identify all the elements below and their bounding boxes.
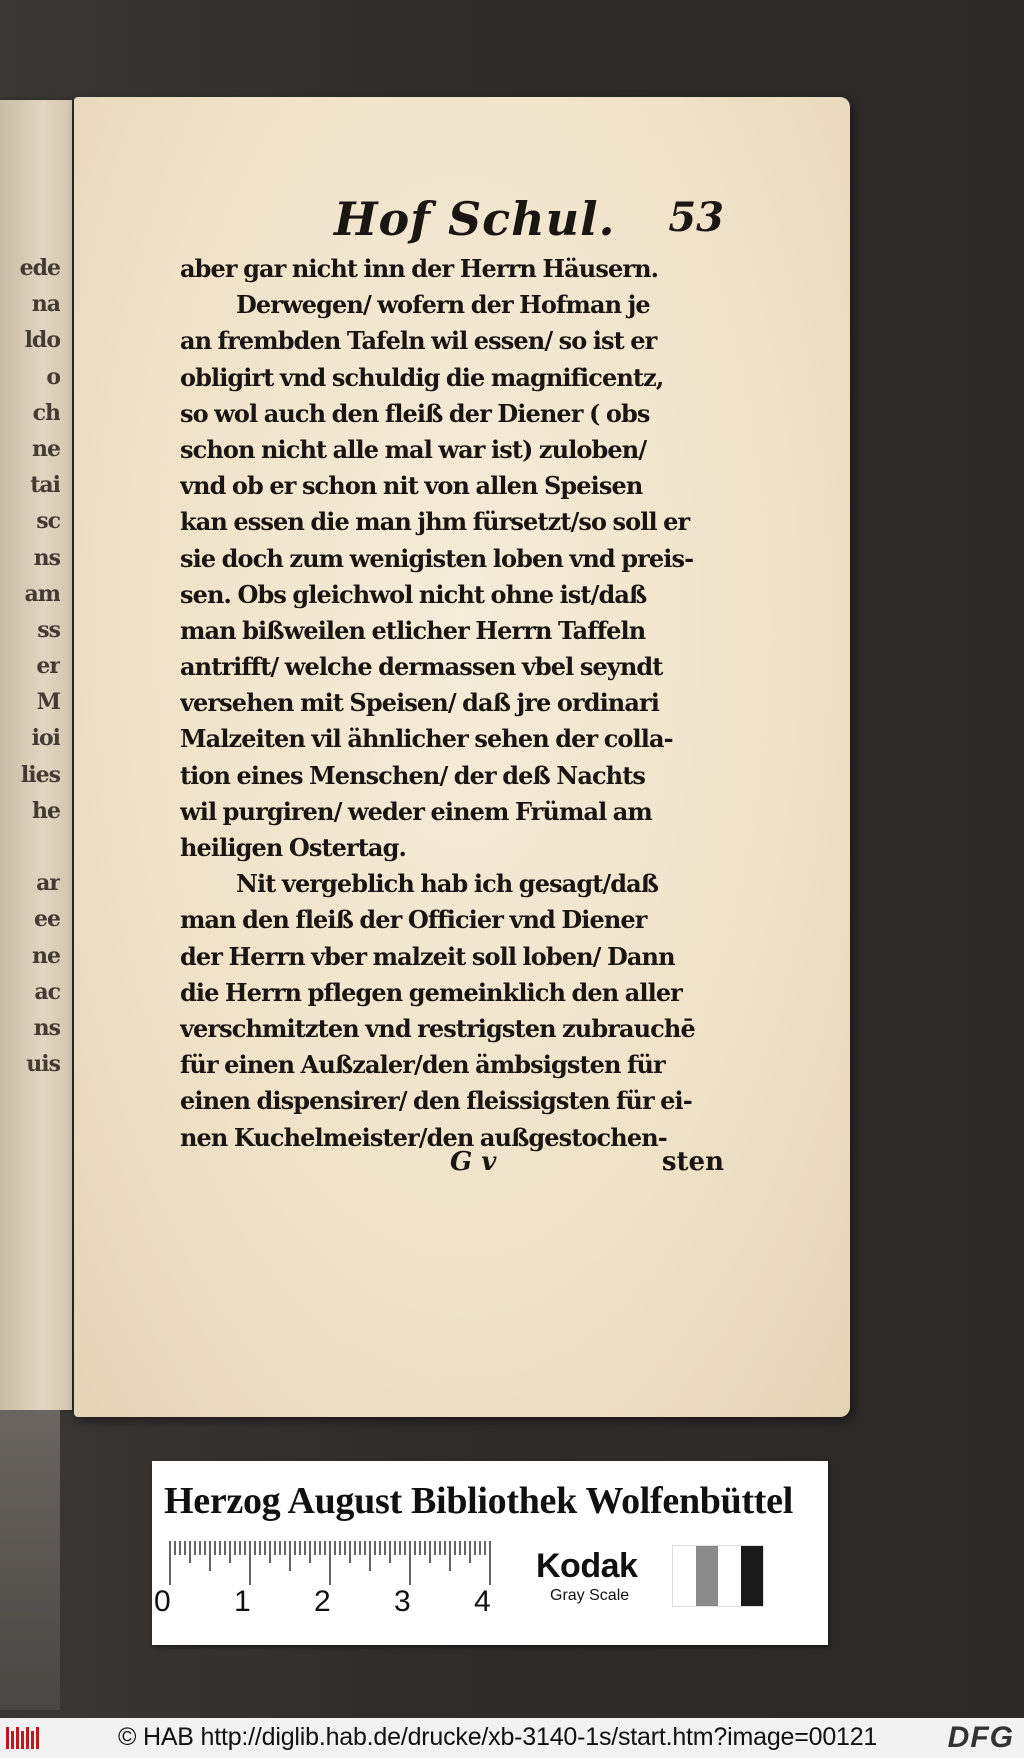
text-line: vnd ob er schon nit von allen Speisen <box>180 471 643 501</box>
left-page-fragment: ioi <box>31 725 60 752</box>
running-head: Hof Schul. <box>334 192 616 246</box>
text-line: sen. Obs gleichwol nicht ohne ist/daß <box>180 579 647 609</box>
ruler-scale <box>166 1541 506 1585</box>
catchword: sten <box>661 1147 724 1177</box>
left-page-fragment: ns <box>33 1014 60 1041</box>
left-page-fragment: ede <box>19 255 60 281</box>
left-page-text-fragments <box>0 250 60 1119</box>
hab-logo-icon <box>6 1727 42 1749</box>
page-header <box>254 192 724 252</box>
text-line: die Herrn pflegen gemeinklich den aller <box>180 977 682 1007</box>
text-line: sie doch zum wenigisten loben vnd preis- <box>180 543 694 573</box>
library-color-card <box>152 1461 828 1645</box>
kodak-logo-text: Kodak <box>536 1547 638 1585</box>
left-page-fragment: tai <box>30 472 60 499</box>
left-page-fragment: o <box>46 363 60 390</box>
text-line: der Herrn vber malzeit soll loben/ Dann <box>180 941 675 971</box>
text-line: einen dispensirer/ den fleissigsten für ei- <box>180 1086 692 1116</box>
text-line: nen Kuchelmeister/den außgestochen- <box>180 1122 667 1152</box>
text-line: Malzeiten vil ähnlicher sehen der colla- <box>180 724 673 754</box>
text-line: so wol auch den fleiß der Diener ( obs <box>180 398 650 428</box>
text-line: Derwegen/ wofern der Hofman je <box>236 290 650 320</box>
text-line: verschmitzten vnd restrigsten zubrauchē <box>180 1013 695 1043</box>
left-page-fragment: ch <box>32 399 60 426</box>
gray-scale-patches <box>672 1545 764 1607</box>
left-page-fragment <box>0 1082 60 1118</box>
left-page-fragment: lies <box>20 761 60 788</box>
text-line: kan essen die man jhm fürsetzt/so soll er <box>180 507 690 537</box>
left-page-fragment: sc <box>36 508 60 535</box>
signature-mark: G v <box>450 1147 497 1177</box>
gray-patch <box>718 1546 741 1606</box>
left-page-fragment: ee <box>34 906 60 933</box>
text-line: antrifft/ welche dermassen vbel seyndt <box>180 652 663 682</box>
ruler-numbers <box>154 1585 498 1625</box>
text-line: tion eines Menschen/ der deß Nachts <box>180 760 646 790</box>
text-line: obligirt vnd schuldig die magnificentz, <box>180 362 664 392</box>
text-line: schon nicht alle mal war ist) zuloben/ <box>180 434 647 464</box>
left-page-fragment: ar <box>36 870 60 897</box>
left-page-fragment: ldo <box>24 327 60 354</box>
text-line: Nit vergeblich hab ich gesagt/daß <box>236 869 659 899</box>
left-page-fragment: er <box>36 653 60 680</box>
ruler-number: 2 <box>314 1585 331 1618</box>
left-page-fragment: ne <box>32 435 60 462</box>
text-line: an frembden Tafeln wil essen/ so ist er <box>180 326 657 356</box>
text-line: man den fleiß der Officier vnd Diener <box>180 905 647 935</box>
left-page-fragment: he <box>32 797 60 824</box>
ruler-number: 1 <box>234 1585 251 1618</box>
text-line: für einen Außzaler/den ämbsigsten für <box>180 1050 665 1080</box>
page-body-text <box>180 251 724 1156</box>
text-line: heiligen Ostertag. <box>180 833 406 862</box>
gray-scale-caption: Gray Scale <box>550 1587 630 1604</box>
ruler-number: 0 <box>154 1585 171 1618</box>
left-page-fragment: ac <box>34 978 60 1005</box>
left-page-fragment: ns <box>33 544 60 571</box>
copyright-url[interactable]: © HAB http://diglib.hab.de/drucke/xb-3140-1s/start.htm?image=00121 <box>118 1723 878 1751</box>
text-line: man bißweilen etlicher Herrn Taffeln <box>180 615 646 645</box>
footer-bar <box>0 1718 1024 1758</box>
left-page-fragment: ne <box>32 942 60 969</box>
ruler-number: 4 <box>474 1585 491 1618</box>
catchword-line <box>180 1147 724 1187</box>
text-line: aber gar nicht inn der Herrn Häusern. <box>180 254 659 283</box>
page-number: 53 <box>668 194 724 241</box>
left-page-fragment: ss <box>37 616 60 643</box>
book-page <box>74 97 850 1417</box>
institution-name: Herzog August Bibliothek Wolfenbüttel <box>164 1480 793 1522</box>
dfg-logo: DFG <box>947 1721 1014 1754</box>
left-page-fragment <box>0 829 60 865</box>
left-page-fragment: uis <box>26 1051 60 1078</box>
gray-patch <box>673 1546 696 1606</box>
gray-patch <box>741 1546 764 1606</box>
left-page-board <box>0 1410 60 1710</box>
left-page-edge <box>0 100 72 1410</box>
left-page-fragment: M <box>36 689 60 716</box>
left-page-fragment: am <box>24 580 60 607</box>
text-line: versehen mit Speisen/ daß jre ordinari <box>180 688 659 718</box>
left-page-fragment: na <box>31 291 60 318</box>
gray-patch <box>696 1546 719 1606</box>
ruler-number: 3 <box>394 1585 411 1618</box>
text-line: wil purgiren/ weder einem Frümal am <box>180 796 652 826</box>
